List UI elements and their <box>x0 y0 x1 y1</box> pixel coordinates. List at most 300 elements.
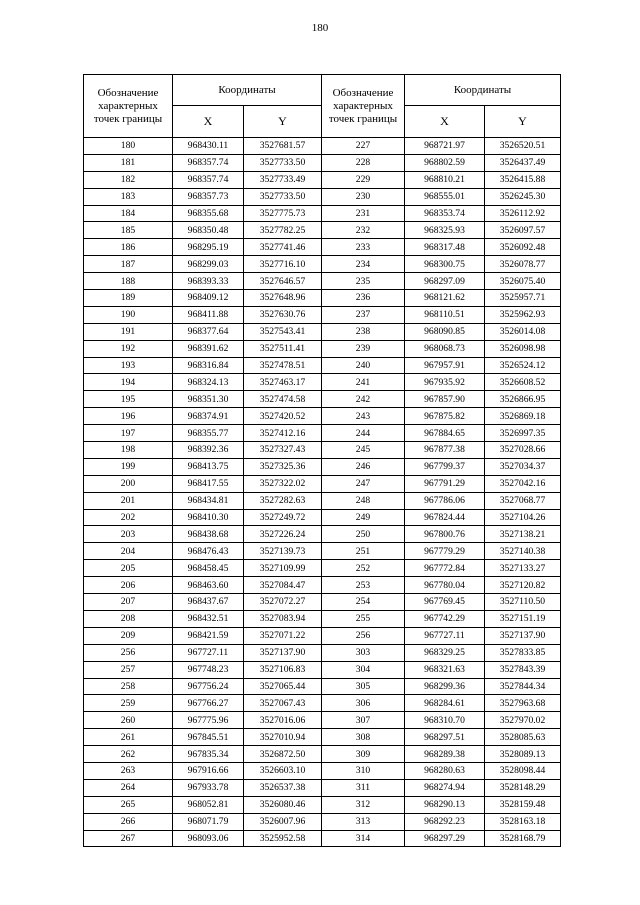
x-value-left: 967766.27 <box>173 695 244 712</box>
table-row <box>84 306 561 323</box>
y-value-left: 3527016.06 <box>244 712 322 729</box>
point-id-left: 183 <box>84 188 173 205</box>
point-id-left: 206 <box>84 577 173 594</box>
y-value-right: 3528163.18 <box>485 813 561 830</box>
y-value-left: 3527072.27 <box>244 594 322 611</box>
point-id-right: 253 <box>322 577 405 594</box>
table-row <box>84 475 561 492</box>
table-row <box>84 256 561 273</box>
y-value-left: 3527511.41 <box>244 340 322 357</box>
y-value-right: 3526078.77 <box>485 256 561 273</box>
y-value-left: 3527716.10 <box>244 256 322 273</box>
table-row <box>84 762 561 779</box>
point-id-left: 202 <box>84 509 173 526</box>
table-row <box>84 661 561 678</box>
x-value-left: 968413.75 <box>173 458 244 475</box>
y-value-right: 3526098.98 <box>485 340 561 357</box>
x-value-left: 968351.30 <box>173 391 244 408</box>
table-row <box>84 273 561 290</box>
point-id-left: 184 <box>84 205 173 222</box>
y-value-left: 3527775.73 <box>244 205 322 222</box>
x-value-left: 968432.51 <box>173 610 244 627</box>
x-value-right: 967780.04 <box>405 577 485 594</box>
y-header-right: Y <box>485 106 561 138</box>
point-id-left: 264 <box>84 779 173 796</box>
x-value-left: 968316.84 <box>173 357 244 374</box>
y-value-right: 3527140.38 <box>485 543 561 560</box>
x-value-right: 968325.93 <box>405 222 485 239</box>
point-id-right: 239 <box>322 340 405 357</box>
x-value-left: 968299.03 <box>173 256 244 273</box>
coordinates-table <box>83 74 561 847</box>
point-id-left: 261 <box>84 729 173 746</box>
point-id-right: 228 <box>322 154 405 171</box>
point-id-left: 259 <box>84 695 173 712</box>
point-id-right: 244 <box>322 425 405 442</box>
point-id-right: 256 <box>322 627 405 644</box>
x-value-left: 968437.67 <box>173 594 244 611</box>
x-value-right: 968810.21 <box>405 171 485 188</box>
point-id-left: 257 <box>84 661 173 678</box>
y-value-left: 3526080.46 <box>244 796 322 813</box>
y-value-left: 3527322.02 <box>244 475 322 492</box>
x-value-right: 967727.11 <box>405 627 485 644</box>
x-value-right: 968297.09 <box>405 273 485 290</box>
y-value-left: 3527733.50 <box>244 188 322 205</box>
x-value-right: 967769.45 <box>405 594 485 611</box>
point-id-right: 233 <box>322 239 405 256</box>
x-value-right: 968329.25 <box>405 644 485 661</box>
x-value-left: 968374.91 <box>173 408 244 425</box>
point-id-left: 209 <box>84 627 173 644</box>
y-value-left: 3527137.90 <box>244 644 322 661</box>
x-value-right: 968802.59 <box>405 154 485 171</box>
x-value-left: 968392.36 <box>173 442 244 459</box>
x-value-right: 967800.76 <box>405 526 485 543</box>
x-value-right: 968289.38 <box>405 746 485 763</box>
point-id-left: 196 <box>84 408 173 425</box>
table-row <box>84 779 561 796</box>
x-value-right: 968300.75 <box>405 256 485 273</box>
point-id-right: 232 <box>322 222 405 239</box>
y-value-right: 3527843.39 <box>485 661 561 678</box>
x-value-left: 968052.81 <box>173 796 244 813</box>
y-value-right: 3526092.48 <box>485 239 561 256</box>
point-id-right: 238 <box>322 323 405 340</box>
y-value-left: 3527084.47 <box>244 577 322 594</box>
point-id-right: 255 <box>322 610 405 627</box>
x-value-left: 968430.11 <box>173 138 244 155</box>
x-value-left: 967845.51 <box>173 729 244 746</box>
y-value-right: 3526437.49 <box>485 154 561 171</box>
point-id-right: 227 <box>322 138 405 155</box>
point-id-left: 190 <box>84 306 173 323</box>
point-id-left: 189 <box>84 290 173 307</box>
table-row <box>84 138 561 155</box>
y-value-right: 3528159.48 <box>485 796 561 813</box>
x-value-left: 968411.88 <box>173 306 244 323</box>
y-value-right: 3527844.34 <box>485 678 561 695</box>
y-value-right: 3526075.40 <box>485 273 561 290</box>
table-row <box>84 458 561 475</box>
point-id-right: 229 <box>322 171 405 188</box>
y-value-right: 3526866.95 <box>485 391 561 408</box>
x-value-left: 967775.96 <box>173 712 244 729</box>
x-value-right: 968721.97 <box>405 138 485 155</box>
y-value-right: 3527970.02 <box>485 712 561 729</box>
x-value-right: 968280.63 <box>405 762 485 779</box>
x-value-left: 967748.23 <box>173 661 244 678</box>
point-id-right: 314 <box>322 830 405 847</box>
x-value-left: 968093.06 <box>173 830 244 847</box>
point-id-left: 266 <box>84 813 173 830</box>
y-value-left: 3527648.96 <box>244 290 322 307</box>
y-value-right: 3526415.88 <box>485 171 561 188</box>
point-id-right: 245 <box>322 442 405 459</box>
table-row <box>84 323 561 340</box>
point-id-left: 191 <box>84 323 173 340</box>
x-value-right: 967857.90 <box>405 391 485 408</box>
y-value-right: 3526520.51 <box>485 138 561 155</box>
point-id-right: 252 <box>322 560 405 577</box>
y-value-left: 3526007.96 <box>244 813 322 830</box>
y-value-left: 3527412.16 <box>244 425 322 442</box>
x-value-left: 968421.59 <box>173 627 244 644</box>
x-value-left: 968391.62 <box>173 340 244 357</box>
point-id-right: 246 <box>322 458 405 475</box>
table-row <box>84 526 561 543</box>
y-value-left: 3527646.57 <box>244 273 322 290</box>
point-id-left: 195 <box>84 391 173 408</box>
y-value-left: 3525952.58 <box>244 830 322 847</box>
point-id-right: 311 <box>322 779 405 796</box>
point-id-right: 310 <box>322 762 405 779</box>
x-value-right: 968110.51 <box>405 306 485 323</box>
y-value-right: 3528148.29 <box>485 779 561 796</box>
y-value-right: 3526245.30 <box>485 188 561 205</box>
point-id-right: 250 <box>322 526 405 543</box>
point-id-right: 305 <box>322 678 405 695</box>
x-value-left: 968476.43 <box>173 543 244 560</box>
table-row <box>84 222 561 239</box>
point-id-left: 260 <box>84 712 173 729</box>
y-header-left: Y <box>244 106 322 138</box>
x-value-left: 967727.11 <box>173 644 244 661</box>
table-row <box>84 830 561 847</box>
x-value-right: 968090.85 <box>405 323 485 340</box>
point-id-right: 240 <box>322 357 405 374</box>
x-value-right: 967957.91 <box>405 357 485 374</box>
x-value-right: 968299.36 <box>405 678 485 695</box>
x-value-left: 968463.60 <box>173 577 244 594</box>
point-id-right: 249 <box>322 509 405 526</box>
point-id-right: 307 <box>322 712 405 729</box>
point-id-left: 201 <box>84 492 173 509</box>
table-row <box>84 695 561 712</box>
point-id-right: 254 <box>322 594 405 611</box>
table-row <box>84 391 561 408</box>
point-id-left: 207 <box>84 594 173 611</box>
point-id-left: 199 <box>84 458 173 475</box>
y-value-right: 3526997.35 <box>485 425 561 442</box>
x-value-left: 968355.68 <box>173 205 244 222</box>
point-id-right: 309 <box>322 746 405 763</box>
x-value-right: 967742.29 <box>405 610 485 627</box>
y-value-right: 3527120.82 <box>485 577 561 594</box>
table-row <box>84 357 561 374</box>
y-value-right: 3525957.71 <box>485 290 561 307</box>
point-id-left: 256 <box>84 644 173 661</box>
y-value-right: 3526097.57 <box>485 222 561 239</box>
y-value-left: 3527139.73 <box>244 543 322 560</box>
y-value-right: 3528089.13 <box>485 746 561 763</box>
x-value-right: 967824.44 <box>405 509 485 526</box>
table-row <box>84 154 561 171</box>
point-id-right: 312 <box>322 796 405 813</box>
x-value-right: 968297.51 <box>405 729 485 746</box>
point-label-header-left: Обозначение характерных точек границы <box>84 75 173 138</box>
x-value-left: 968434.81 <box>173 492 244 509</box>
y-value-right: 3526608.52 <box>485 374 561 391</box>
y-value-right: 3528168.79 <box>485 830 561 847</box>
x-value-right: 967875.82 <box>405 408 485 425</box>
table-row <box>84 425 561 442</box>
y-value-left: 3527782.25 <box>244 222 322 239</box>
point-id-right: 234 <box>322 256 405 273</box>
y-value-right: 3525962.93 <box>485 306 561 323</box>
coordinates-header-right: Координаты <box>405 75 561 106</box>
point-id-left: 258 <box>84 678 173 695</box>
x-value-left: 968410.30 <box>173 509 244 526</box>
table-row <box>84 712 561 729</box>
table-row <box>84 509 561 526</box>
y-value-left: 3527630.76 <box>244 306 322 323</box>
table-row <box>84 560 561 577</box>
table-row <box>84 610 561 627</box>
y-value-right: 3527133.27 <box>485 560 561 577</box>
y-value-right: 3527104.26 <box>485 509 561 526</box>
x-value-right: 967791.29 <box>405 475 485 492</box>
point-id-left: 192 <box>84 340 173 357</box>
y-value-left: 3527733.49 <box>244 171 322 188</box>
y-value-left: 3527282.63 <box>244 492 322 509</box>
y-value-left: 3527681.57 <box>244 138 322 155</box>
y-value-right: 3527963.68 <box>485 695 561 712</box>
x-value-right: 967884.65 <box>405 425 485 442</box>
x-header-right: X <box>405 106 485 138</box>
point-id-left: 193 <box>84 357 173 374</box>
x-value-right: 967786.06 <box>405 492 485 509</box>
x-value-right: 968297.29 <box>405 830 485 847</box>
table-row <box>84 171 561 188</box>
x-value-right: 967877.38 <box>405 442 485 459</box>
y-value-right: 3526869.18 <box>485 408 561 425</box>
x-value-left: 968071.79 <box>173 813 244 830</box>
y-value-left: 3527463.17 <box>244 374 322 391</box>
x-value-left: 967756.24 <box>173 678 244 695</box>
point-id-right: 247 <box>322 475 405 492</box>
point-id-right: 248 <box>322 492 405 509</box>
point-id-right: 304 <box>322 661 405 678</box>
x-value-right: 968284.61 <box>405 695 485 712</box>
table-body <box>84 138 561 847</box>
x-value-left: 968393.33 <box>173 273 244 290</box>
y-value-left: 3527543.41 <box>244 323 322 340</box>
x-header-left: X <box>173 106 244 138</box>
table-row <box>84 644 561 661</box>
point-id-left: 200 <box>84 475 173 492</box>
y-value-left: 3527474.58 <box>244 391 322 408</box>
y-value-left: 3526537.38 <box>244 779 322 796</box>
y-value-left: 3527420.52 <box>244 408 322 425</box>
table-row <box>84 374 561 391</box>
point-id-right: 303 <box>322 644 405 661</box>
x-value-right: 968121.62 <box>405 290 485 307</box>
x-value-left: 968355.77 <box>173 425 244 442</box>
x-value-right: 968274.94 <box>405 779 485 796</box>
x-value-left: 968409.12 <box>173 290 244 307</box>
x-value-right: 968310.70 <box>405 712 485 729</box>
x-value-left: 967933.78 <box>173 779 244 796</box>
point-label-header-right: Обозначение характерных точек границы <box>322 75 405 138</box>
point-id-left: 267 <box>84 830 173 847</box>
point-id-right: 241 <box>322 374 405 391</box>
x-value-left: 968357.74 <box>173 154 244 171</box>
y-value-left: 3527741.46 <box>244 239 322 256</box>
x-value-left: 968417.55 <box>173 475 244 492</box>
table-row <box>84 290 561 307</box>
y-value-right: 3528085.63 <box>485 729 561 746</box>
y-value-right: 3526524.12 <box>485 357 561 374</box>
point-id-right: 230 <box>322 188 405 205</box>
x-value-left: 968377.64 <box>173 323 244 340</box>
x-value-right: 968555.01 <box>405 188 485 205</box>
y-value-right: 3526112.92 <box>485 205 561 222</box>
point-id-right: 237 <box>322 306 405 323</box>
table-row <box>84 408 561 425</box>
y-value-right: 3526014.08 <box>485 323 561 340</box>
point-id-left: 188 <box>84 273 173 290</box>
point-id-left: 263 <box>84 762 173 779</box>
y-value-left: 3527327.43 <box>244 442 322 459</box>
y-value-left: 3527249.72 <box>244 509 322 526</box>
coordinates-header-left: Координаты <box>173 75 322 106</box>
x-value-right: 968317.48 <box>405 239 485 256</box>
point-id-right: 313 <box>322 813 405 830</box>
point-id-left: 180 <box>84 138 173 155</box>
point-id-left: 185 <box>84 222 173 239</box>
point-id-right: 242 <box>322 391 405 408</box>
table-row <box>84 543 561 560</box>
point-id-left: 262 <box>84 746 173 763</box>
y-value-right: 3527068.77 <box>485 492 561 509</box>
y-value-left: 3527067.43 <box>244 695 322 712</box>
x-value-right: 968290.13 <box>405 796 485 813</box>
x-value-left: 968295.19 <box>173 239 244 256</box>
y-value-right: 3527138.21 <box>485 526 561 543</box>
point-id-left: 186 <box>84 239 173 256</box>
y-value-left: 3526603.10 <box>244 762 322 779</box>
table-row <box>84 796 561 813</box>
y-value-left: 3527071.22 <box>244 627 322 644</box>
point-id-left: 205 <box>84 560 173 577</box>
point-id-right: 308 <box>322 729 405 746</box>
y-value-left: 3527083.94 <box>244 610 322 627</box>
y-value-right: 3527151.19 <box>485 610 561 627</box>
y-value-left: 3527478.51 <box>244 357 322 374</box>
y-value-right: 3527137.90 <box>485 627 561 644</box>
y-value-left: 3527010.94 <box>244 729 322 746</box>
table-row <box>84 239 561 256</box>
point-id-right: 306 <box>322 695 405 712</box>
table-row <box>84 340 561 357</box>
table-row <box>84 813 561 830</box>
point-id-left: 181 <box>84 154 173 171</box>
x-value-right: 968321.63 <box>405 661 485 678</box>
y-value-left: 3527733.50 <box>244 154 322 171</box>
point-id-right: 235 <box>322 273 405 290</box>
x-value-left: 967916.66 <box>173 762 244 779</box>
point-id-right: 243 <box>322 408 405 425</box>
x-value-left: 968458.45 <box>173 560 244 577</box>
y-value-left: 3527065.44 <box>244 678 322 695</box>
y-value-right: 3527833.85 <box>485 644 561 661</box>
x-value-right: 967779.29 <box>405 543 485 560</box>
y-value-left: 3527226.24 <box>244 526 322 543</box>
x-value-right: 968292.23 <box>405 813 485 830</box>
y-value-right: 3528098.44 <box>485 762 561 779</box>
y-value-left: 3526872.50 <box>244 746 322 763</box>
table-row <box>84 729 561 746</box>
point-id-left: 265 <box>84 796 173 813</box>
page-number: 180 <box>311 22 329 34</box>
x-value-right: 967772.84 <box>405 560 485 577</box>
y-value-left: 3527106.83 <box>244 661 322 678</box>
header-row-top <box>84 75 561 106</box>
y-value-left: 3527109.99 <box>244 560 322 577</box>
table-row <box>84 594 561 611</box>
point-id-right: 231 <box>322 205 405 222</box>
y-value-left: 3527325.36 <box>244 458 322 475</box>
x-value-left: 967835.34 <box>173 746 244 763</box>
point-id-left: 204 <box>84 543 173 560</box>
table-row <box>84 188 561 205</box>
table-row <box>84 577 561 594</box>
point-id-right: 236 <box>322 290 405 307</box>
x-value-left: 968350.48 <box>173 222 244 239</box>
x-value-left: 968324.13 <box>173 374 244 391</box>
x-value-right: 968068.73 <box>405 340 485 357</box>
point-id-left: 203 <box>84 526 173 543</box>
x-value-right: 967799.37 <box>405 458 485 475</box>
point-id-left: 182 <box>84 171 173 188</box>
point-id-left: 197 <box>84 425 173 442</box>
x-value-right: 968353.74 <box>405 205 485 222</box>
x-value-left: 968357.74 <box>173 171 244 188</box>
y-value-right: 3527042.16 <box>485 475 561 492</box>
y-value-right: 3527110.50 <box>485 594 561 611</box>
x-value-left: 968438.68 <box>173 526 244 543</box>
table-row <box>84 205 561 222</box>
table-row <box>84 678 561 695</box>
point-id-left: 208 <box>84 610 173 627</box>
point-id-left: 194 <box>84 374 173 391</box>
y-value-right: 3527034.37 <box>485 458 561 475</box>
x-value-right: 967935.92 <box>405 374 485 391</box>
point-id-left: 187 <box>84 256 173 273</box>
table-row <box>84 492 561 509</box>
x-value-left: 968357.73 <box>173 188 244 205</box>
